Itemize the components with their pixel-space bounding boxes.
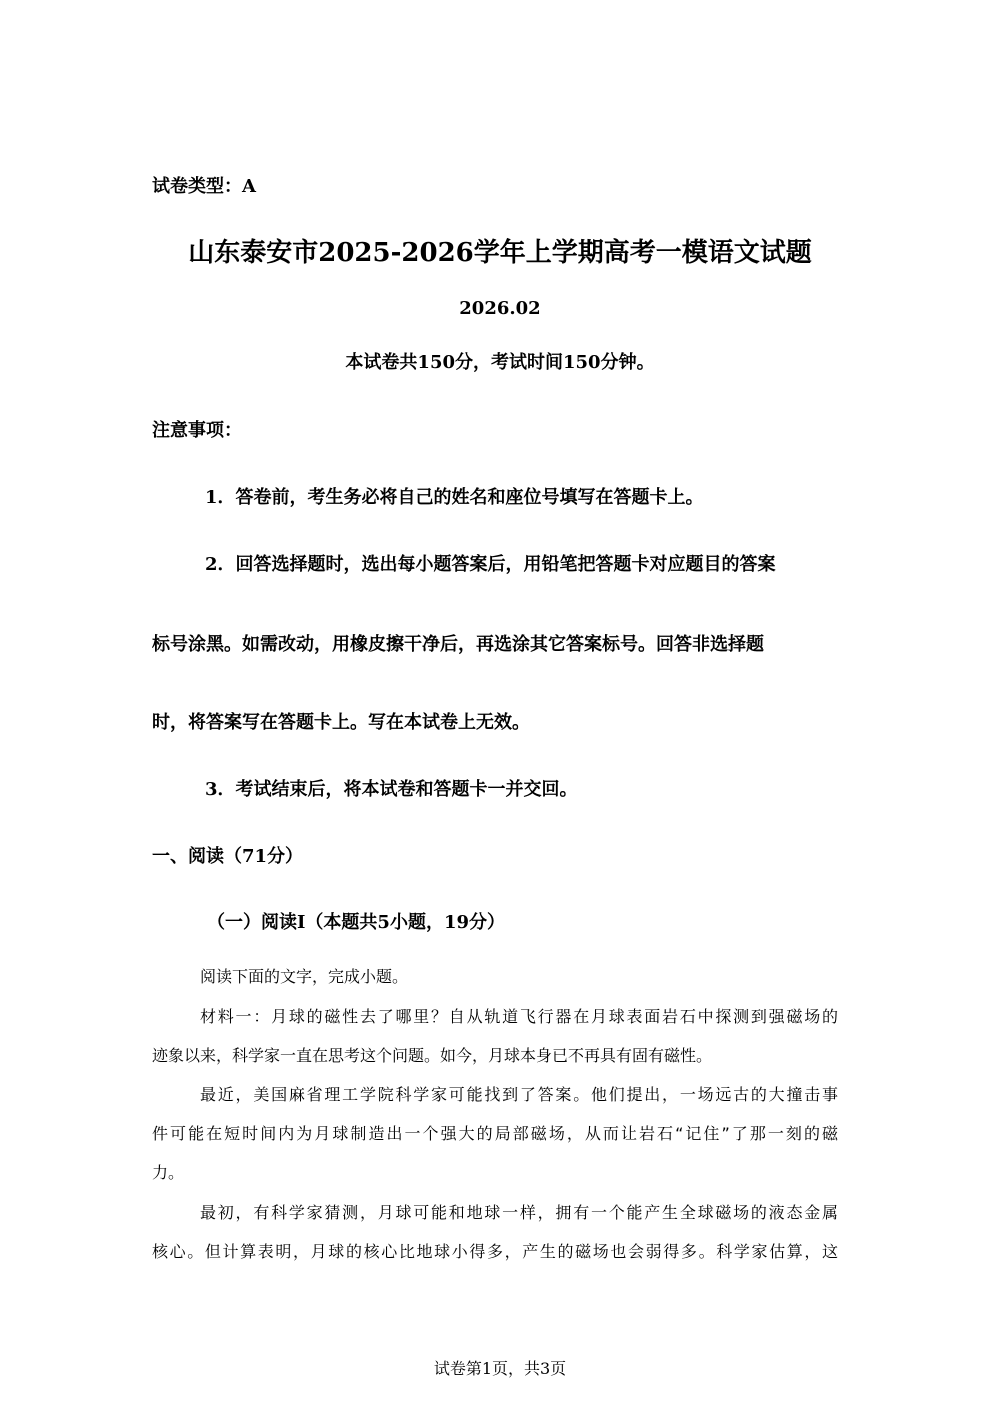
paragraph-1-line-2: 迹象以来，科学家一直在思考这个问题。如今，月球本身已不再具有固有磁性。 [152, 1046, 713, 1065]
paragraph-3-line-2: 核心。但计算表明，月球的核心比地球小得多，产生的磁场也会弱得多。科学家估算，这 [152, 1242, 838, 1261]
subsection-heading: （一）阅读Ⅰ（本题共5小题，19分） [207, 912, 505, 933]
section-heading: 一、阅读（71分） [152, 846, 304, 867]
paragraph-2-line-1: 最近，美国麻省理工学院科学家可能找到了答案。他们提出，一场远古的大撞击事 [200, 1085, 838, 1104]
paragraph-2-line-2: 件可能在短时间内为月球制造出一个强大的局部磁场，从而让岩石“记住”了那一刻的磁 [152, 1124, 838, 1143]
exam-total-info: 本试卷共150分，考试时间150分钟。 [345, 352, 655, 373]
paragraph-3-line-1: 最初，有科学家猜测，月球可能和地球一样，拥有一个能产生全球磁场的液态金属 [200, 1203, 838, 1222]
notice-item-2-line-3: 时，将答案写在答题卡上。写在本试卷上无效。 [152, 712, 530, 733]
notice-item-3: 3．考试结束后，将本试卷和答题卡一并交回。 [205, 779, 578, 800]
page-title: 山东泰安市2025-2026学年上学期高考一模语文试题 [188, 238, 812, 268]
paragraph-1-line-1: 材料一：月球的磁性去了哪里？自从轨道飞行器在月球表面岩石中探测到强磁场的 [200, 1007, 838, 1026]
page-footer: 试卷第1页，共3页 [433, 1359, 567, 1378]
exam-date: 2026.02 [459, 298, 541, 319]
reading-instruction: 阅读下面的文字，完成小题。 [200, 967, 409, 986]
paragraph-2-line-3: 力。 [152, 1163, 185, 1182]
notice-item-1: 1．答卷前，考生务必将自己的姓名和座位号填写在答题卡上。 [205, 487, 704, 508]
notice-item-2-line-1: 2．回答选择题时，选出每小题答案后，用铅笔把答题卡对应题目的答案 [205, 554, 776, 575]
notice-heading: 注意事项： [152, 420, 242, 441]
exam-type-label: 试卷类型：A [152, 176, 256, 197]
notice-item-2-line-2: 标号涂黑。如需改动，用橡皮擦干净后，再选涂其它答案标号。回答非选择题 [152, 634, 764, 655]
